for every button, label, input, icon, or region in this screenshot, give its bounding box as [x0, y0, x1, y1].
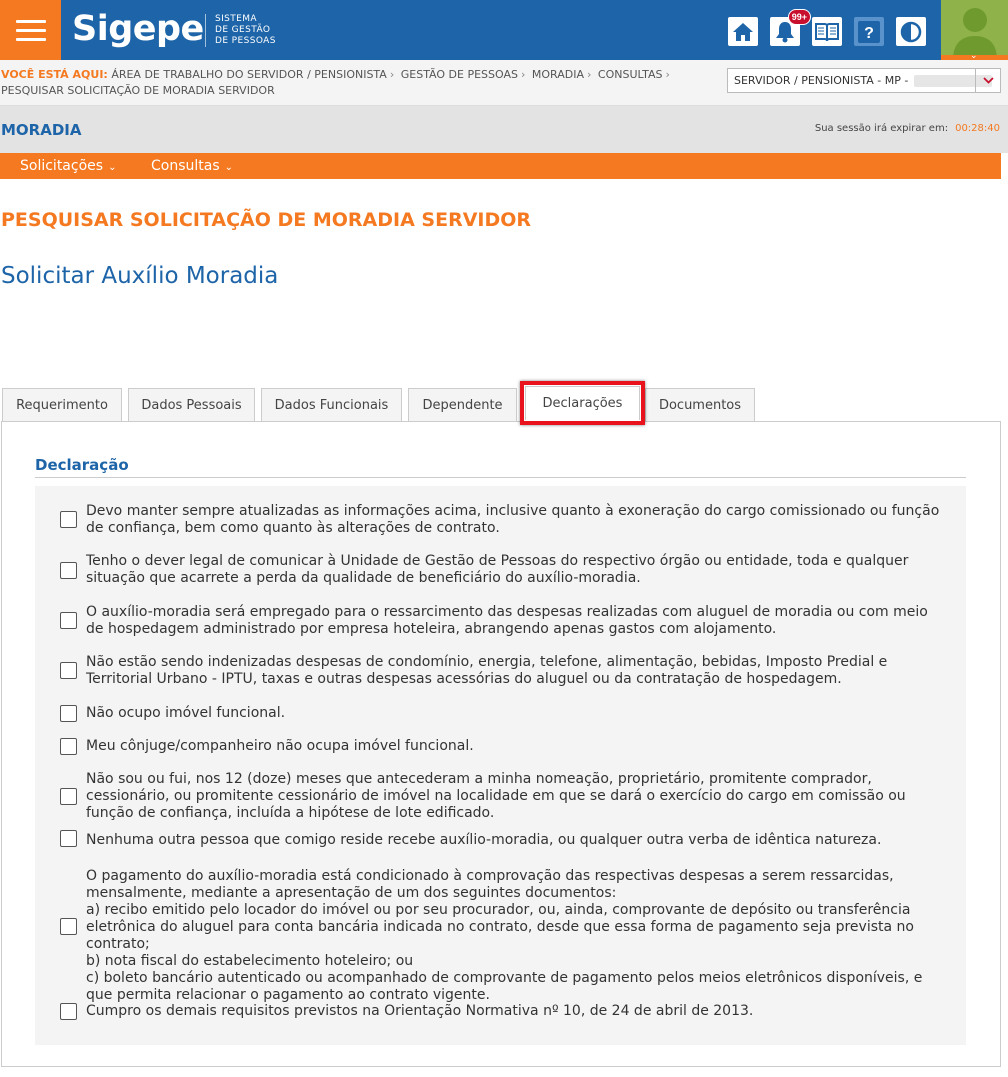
declaration-checkbox[interactable] — [60, 788, 77, 805]
breadcrumb-separator-icon: › — [665, 68, 670, 81]
tab-dados-pessoais[interactable]: Dados Pessoais — [128, 388, 255, 421]
declaration-text: O auxílio-moradia será empregado para o ressarcimento das despesas realizadas com aluguel de moradia ou com meio de hospedagem administrado por empresa hoteleira, abrangendo apenas gastos com alojamento. — [86, 604, 928, 637]
home-button[interactable] — [728, 17, 758, 46]
hamburger-icon-line — [16, 38, 46, 41]
tab-dependente[interactable]: Dependente — [408, 388, 517, 421]
declaration-text: Não ocupo imóvel funcional. — [86, 705, 286, 721]
contrast-icon — [900, 21, 922, 43]
user-avatar[interactable] — [941, 0, 1008, 60]
chevron-down-icon: ⌄ — [970, 50, 978, 60]
declaration-text: O pagamento do auxílio-moradia está condicionado à comprovação das respectivas despesas a serem ressarcidas, mensalmente, mediante a apresentação de um dos seguintes documentos: a) recibo emitido pelo locador do imóvel ou por seu procurador, ou, ainda, comprovante de depósito ou transferência eletrônica do aluguel para conta bancária indicada no contrato, desde que essa forma de pagamento seja prevista no contrato; b) nota fiscal do estabelecimento hoteleiro; ou c) boleto bancário autenticado ou acompanhado de comprovante de pagamento pelos meios eletrônicos disponíveis, e que permita relacionar o pagamento ao contrato vigente. — [86, 868, 923, 1003]
declaration-checkbox[interactable] — [60, 918, 77, 935]
svg-text:?: ? — [864, 24, 874, 42]
breadcrumb-current: PESQUISAR SOLICITAÇÃO DE MORADIA SERVIDOR — [1, 84, 275, 97]
breadcrumb-item[interactable]: CONSULTAS — [597, 68, 663, 81]
clipped-declaration-row — [60, 830, 960, 851]
section-divider — [35, 477, 966, 478]
menu-consultas[interactable] — [151, 158, 233, 174]
help-icon — [857, 20, 881, 44]
declaration-text: Meu cônjuge/companheiro não ocupa imóvel funcional. — [86, 738, 474, 754]
tab-dados-funcionais[interactable]: Dados Funcionais — [261, 388, 402, 421]
declaration-text: Tenho o dever legal de comunicar à Unidade de Gestão de Pessoas do respectivo órgão ou entidade, toda e qualquer situação que acarrete a perda da qualidade de beneficiário do auxílio-moradia. — [86, 553, 909, 586]
breadcrumb-item[interactable]: ÁREA DE TRABALHO DO SERVIDOR / PENSIONISTA — [111, 68, 387, 81]
breadcrumb-item[interactable]: MORADIA — [531, 68, 585, 81]
menu-toggle-button[interactable] — [0, 0, 61, 60]
declaration-text: Não estão sendo indenizadas despesas de condomínio, energia, telefone, alimentação, bebidas, Imposto Predial e Territorial Urbano - IPTU, taxas e outras despesas acessórias do aluguel ou da contratação de hospedagem. — [86, 654, 888, 687]
declaration-text: Não sou ou fui, nos 12 (doze) meses que antecederam a minha nomeação, proprietário, promitente comprador, cessionário, ou promitente cessionário de imóvel na localidade em que se dará o exercício do cargo em comissão ou função de confiança, incluída a hipótese de lote edificado. — [86, 771, 906, 821]
session-time: 00:28:40 — [955, 123, 1000, 134]
logo-subtitle-line: DE GESTÃO — [215, 25, 271, 35]
menu-label: Consultas — [151, 158, 220, 174]
chevron-down-icon: ⌄ — [108, 162, 117, 173]
breadcrumb-separator-icon: › — [389, 68, 395, 81]
hamburger-icon-line — [16, 29, 46, 32]
declaration-checkbox[interactable] — [60, 562, 77, 579]
tab-declaracoes[interactable]: Declarações — [525, 386, 640, 420]
page-subtitle: Solicitar Auxílio Moradia — [1, 263, 279, 289]
manual-button[interactable] — [812, 17, 842, 46]
module-bar — [0, 106, 1008, 153]
tab-requerimento[interactable]: Requerimento — [2, 388, 122, 421]
declaration-checkbox[interactable] — [60, 612, 77, 629]
breadcrumb-separator-icon: › — [520, 68, 526, 81]
profile-select-value: SERVIDOR / PENSIONISTA - MP - — [734, 74, 909, 87]
declaration-checkbox[interactable] — [60, 1003, 77, 1020]
declaration-text: Nenhuma outra pessoa que comigo reside recebe auxílio-moradia, ou qualquer outra verba de idêntica natureza. — [86, 832, 882, 848]
page-title: PESQUISAR SOLICITAÇÃO DE MORADIA SERVIDOR — [1, 209, 532, 231]
chevron-down-icon: ⌄ — [224, 162, 234, 173]
session-timer — [815, 123, 1000, 134]
module-title: MORADIA — [1, 121, 82, 139]
declaration-text: Devo manter sempre atualizadas as informações acima, inclusive quanto à exoneração do cargo comissionado ou função de confiança, bem como quanto às alterações de contrato. — [86, 503, 940, 536]
session-label: Sua sessão irá expirar em: — [814, 123, 949, 134]
profile-select[interactable] — [727, 68, 1001, 93]
logo-subtitle-line: SISTEMA — [215, 14, 257, 24]
hamburger-icon-line — [16, 20, 46, 23]
book-icon — [815, 22, 839, 42]
logo-subtitle — [205, 14, 276, 47]
notification-count-badge: 99+ — [788, 9, 811, 25]
declaration-checkbox[interactable] — [60, 830, 77, 847]
declaration-checkbox[interactable] — [60, 738, 77, 755]
help-button[interactable] — [854, 17, 884, 46]
menu-label: Solicitações — [20, 158, 104, 174]
declaration-checkbox[interactable] — [60, 662, 77, 679]
breadcrumb-prefix: VOCÊ ESTÁ AQUI: — [1, 68, 108, 81]
contrast-button[interactable] — [896, 17, 926, 46]
chevron-down-icon — [975, 69, 1000, 92]
breadcrumb-item[interactable]: GESTÃO DE PESSOAS — [400, 68, 518, 81]
home-icon — [732, 22, 754, 42]
notifications-button[interactable] — [770, 12, 807, 46]
declaration-checkbox[interactable] — [60, 511, 77, 528]
menu-solicitacoes[interactable] — [20, 158, 116, 174]
top-header — [0, 0, 1008, 60]
module-menu — [0, 153, 1001, 179]
declaration-text: Cumpro os demais requisitos previstos na Orientação Normativa nº 10, de 24 de abril de 2013. — [86, 1003, 754, 1019]
breadcrumb-separator-icon: › — [587, 68, 592, 81]
sigepe-logo[interactable]: Sigepe — [72, 9, 204, 49]
declaration-checkbox[interactable] — [60, 705, 77, 722]
tab-documentos[interactable]: Documentos — [645, 388, 755, 421]
breadcrumb — [1, 67, 701, 99]
section-title: Declaração — [35, 456, 129, 474]
logo-subtitle-line: DE PESSOAS — [215, 36, 276, 46]
